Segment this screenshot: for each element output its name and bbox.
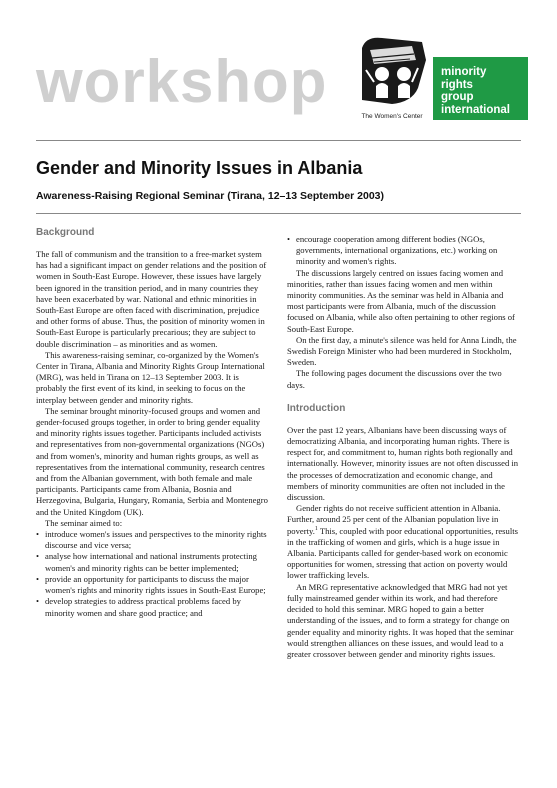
aim-text: encourage cooperation among different bodies (NGOs, governments, international organizations, etc.) working on minority and women's rights. bbox=[296, 234, 498, 267]
introduction-heading: Introduction bbox=[287, 402, 346, 414]
aim-text: introduce women's issues and perspectives to the minority rights discourse and vice versa; bbox=[45, 529, 267, 551]
mrg-logo-line: rights bbox=[441, 78, 473, 91]
list-item: • provide an opportunity for participants to discuss the major women's rights and minority rights issues in South-East Europe; bbox=[36, 573, 266, 596]
background-paragraph: The seminar brought minority-focused groups and women and gender-focused groups together, in order to bring gender equality and minority rights issues together. Participants included activists and representatives from non-governmental organizations (NGOs) and from women's, minority and human rights groups, as well as representatives from the international community, research centres and from the Albanian government, with both female and male participants. Participants came from Albania, Bosnia and Herzegovina, Bulgaria, Hungary, Romania, Serbia and Montenegro and the United Kingdom (UK). bbox=[36, 405, 268, 517]
intro-paragraph: Over the past 12 years, Albanians have been discussing ways of democratizing Albania, and incorporating human rights. There is respect for, and commitment to, human rights both regionally and internationally. However, minority issues are not often discussed in the processes of democratization and economic change, and members of minority communities are often not included in the discussion. bbox=[287, 424, 519, 503]
header-divider bbox=[36, 140, 521, 141]
workshop-heading: workshop bbox=[36, 48, 328, 115]
body-paragraph: The discussions largely centred on issues facing women and minorities, rather than issues facing women and men within minority communities. As the seminar was held in Albania and most participants were from Albania, much of the discussion focused on Albania, while also often pertaining to other regions of South-East Europe. bbox=[287, 267, 515, 334]
intro-paragraph: An MRG representative acknowledged that MRG had not yet fully mainstreamed gender within its work, and had therefore decided to hold this seminar. MRG hoped to gain a better understanding of the issues, and to form a strategy for change on gender equality and minority rights. It was hoped that the seminar would strengthen alliances on these issues, and would lead to a greater crossover between gender and minority rights issues. bbox=[287, 581, 514, 659]
aim-text: develop strategies to address practical problems faced by minority women and share good practice; and bbox=[45, 596, 241, 618]
mrg-logo-line: minority bbox=[441, 66, 487, 78]
mrg-logo-line: group bbox=[441, 91, 474, 103]
right-column bbox=[287, 234, 521, 660]
background-paragraph: This awareness-raising seminar, co-organized by the Women's Center in Tirana, Albania and Minority Rights Group International (MRG), was held in Tirana on 12–13 September 2003. It is probably the first event of its kind, in seeking to focus on the interplay between gender and minority rights. bbox=[36, 349, 265, 405]
intro-paragraph bbox=[287, 503, 521, 581]
background-paragraph: The seminar aimed to: bbox=[45, 517, 123, 528]
aims-list bbox=[36, 529, 270, 619]
page-title: Gender and Minority Issues in Albania bbox=[36, 158, 363, 178]
list-item: • encourage cooperation among different bodies (NGOs, governments, international organizations, etc.) working on minority and women's rights. bbox=[287, 234, 498, 267]
intro-text: Gender rights do not receive sufficient attention in Albania. Further, around 25 per cent of the Albanian population live in poverty. bbox=[287, 503, 501, 536]
list-item: • analyse how international and national instruments protecting women's and minority rights can be better implemented; bbox=[36, 551, 257, 573]
womens-center-logo bbox=[352, 30, 432, 110]
left-column bbox=[36, 225, 270, 619]
list-item: • develop strategies to address practical problems faced by minority women and share good practice; and bbox=[36, 596, 241, 618]
intro-text: This, coupled with poor educational opportunities, results in the trafficking of women and girls, which is a huge issue in Albania. Participants called for gender-based work on economic opportunities for women, stressing that action on poverty would lower trafficking levels. bbox=[287, 525, 518, 581]
mrg-logo bbox=[433, 57, 528, 120]
footnote-marker: 1 bbox=[314, 525, 318, 532]
womens-center-caption: The Women's Center bbox=[361, 113, 423, 120]
mrg-logo-line: international bbox=[441, 103, 511, 116]
aim-text: analyse how international and national instruments protecting women's and minority rights can be better implemented; bbox=[45, 551, 257, 573]
body-paragraph: On the first day, a minute's silence was held for Anna Lindh, the Swedish Foreign Minister who had been murdered in Stockholm, Sweden. bbox=[287, 334, 517, 368]
aim-text: provide an opportunity for participants to discuss the major women's rights and minority rights issues in South-East Europe; bbox=[45, 573, 266, 596]
title-divider bbox=[36, 213, 521, 214]
background-paragraph: The fall of communism and the transition to a free-market system has had a significant impact on gender relations and the position of women in South-East Europe. However, these issues have largely been ignored in the transition period, and in many countries they have been exacerbated by war. National and ethnic minorities in South-East Europe are often faced with discrimination, prejudice and other forms of abuse. Thus, the position of minority women in South-East Europe is particularly precarious; they are subject to double discrimination – as minorities and as women. bbox=[36, 249, 267, 349]
page-subtitle: Awareness-Raising Regional Seminar (Tirana, 12–13 September 2003) bbox=[36, 190, 385, 202]
list-item: • introduce women's issues and perspectives to the minority rights discourse and vice versa; bbox=[36, 529, 267, 551]
background-heading: Background bbox=[36, 227, 95, 238]
aims-list-continued bbox=[287, 234, 521, 268]
body-paragraph: The following pages document the discussions over the two days. bbox=[287, 368, 502, 390]
